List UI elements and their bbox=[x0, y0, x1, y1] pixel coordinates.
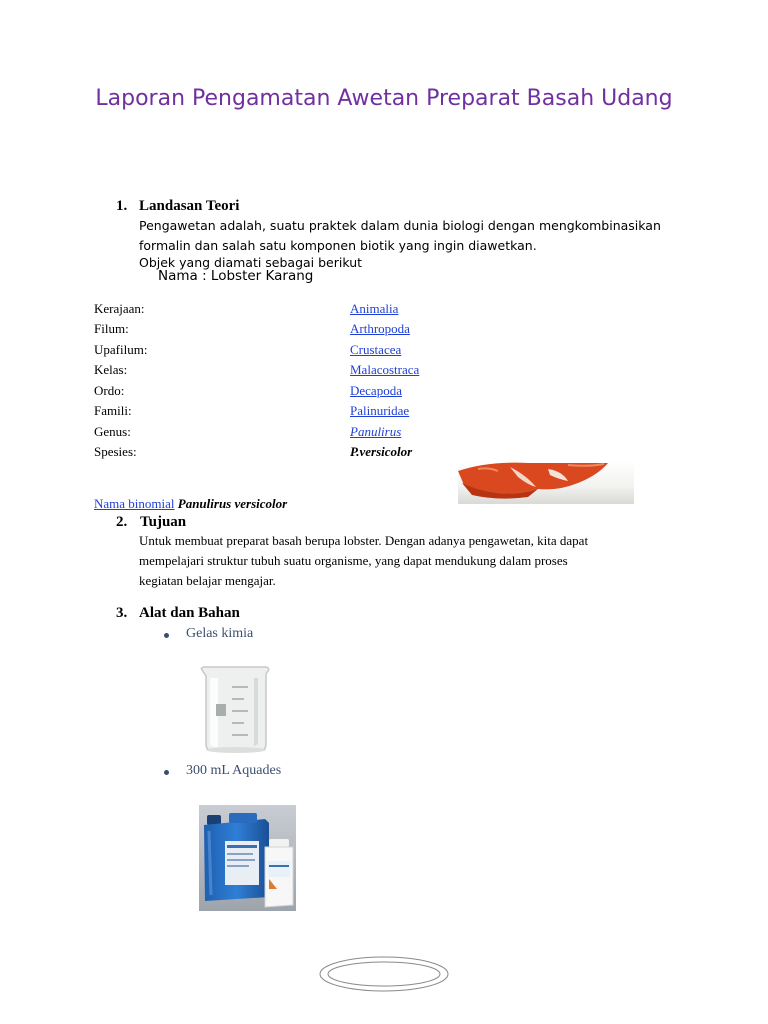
page-title: Laporan Pengamatan Awetan Preparat Basah Udang bbox=[95, 86, 673, 111]
list-item-gelas-kimia: Gelas kimia bbox=[186, 626, 254, 641]
taxonomy-label: Genus: bbox=[94, 424, 131, 439]
taxonomy-link-kerajaan[interactable]: Animalia bbox=[350, 301, 399, 316]
tujuan-line-2: mempelajari struktur tubuh suatu organisme, yang dapat mendukung dalam proses bbox=[139, 553, 568, 568]
landasan-line-1: Pengawetan adalah, suatu praktek dalam dunia biologi dengan mengkombinasikan bbox=[139, 218, 661, 233]
lobster-image bbox=[458, 461, 634, 504]
section-heading-alat-dan-bahan: Alat dan Bahan bbox=[139, 605, 240, 621]
taxonomy-link-ordo[interactable]: Decapoda bbox=[350, 383, 402, 398]
section-heading-tujuan: Tujuan bbox=[140, 514, 187, 530]
bullet-icon bbox=[164, 770, 169, 775]
taxonomy-link-genus[interactable]: Panulirus bbox=[350, 424, 402, 439]
tujuan-line-3: kegiatan belajar mengajar. bbox=[139, 573, 276, 588]
taxonomy-link-upafilum[interactable]: Crustacea bbox=[350, 342, 402, 357]
section-number: 2. bbox=[116, 514, 128, 530]
binomial-line bbox=[94, 496, 287, 512]
taxonomy-label: Filum: bbox=[94, 321, 129, 336]
taxonomy-link-famili[interactable]: Palinuridae bbox=[350, 403, 410, 418]
aquades-image bbox=[199, 805, 296, 911]
nama-label: Nama : Lobster Karang bbox=[158, 268, 314, 284]
section-heading-landasan-teori: Landasan Teori bbox=[139, 198, 240, 214]
taxonomy-label: Upafilum: bbox=[94, 342, 148, 357]
list-item-aquades: 300 mL Aquades bbox=[186, 763, 282, 778]
taxonomy-species: P.versicolor bbox=[350, 444, 413, 459]
tujuan-paragraph bbox=[139, 531, 588, 591]
binomial-link[interactable]: Nama binomial bbox=[94, 496, 175, 511]
taxonomy-label: Ordo: bbox=[94, 383, 125, 398]
landasan-line-2: formalin dan salah satu komponen biotik yang ingin diawetkan. bbox=[139, 237, 537, 253]
taxonomy-link-kelas[interactable]: Malacostraca bbox=[350, 362, 420, 377]
landasan-line-3: Objek yang diamati sebagai berikut bbox=[139, 255, 363, 270]
taxonomy-label: Spesies: bbox=[94, 444, 137, 459]
landasan-paragraph bbox=[139, 216, 661, 273]
taxonomy-link-filum[interactable]: Arthropoda bbox=[350, 321, 410, 336]
taxonomy-label: Kelas: bbox=[94, 362, 128, 377]
taxonomy-label: Famili: bbox=[94, 403, 132, 418]
section-number: 1. bbox=[116, 198, 128, 214]
binomial-name: Panulirus versicolor bbox=[177, 496, 288, 511]
section-number: 3. bbox=[116, 605, 128, 621]
bullet-icon bbox=[164, 633, 169, 638]
taxonomy-label: Kerajaan: bbox=[94, 301, 145, 316]
footer-ornament bbox=[318, 955, 450, 993]
beaker-image bbox=[196, 664, 274, 754]
tujuan-line-1: Untuk membuat preparat basah berupa lobster. Dengan adanya pengawetan, kita dapat bbox=[139, 533, 589, 548]
